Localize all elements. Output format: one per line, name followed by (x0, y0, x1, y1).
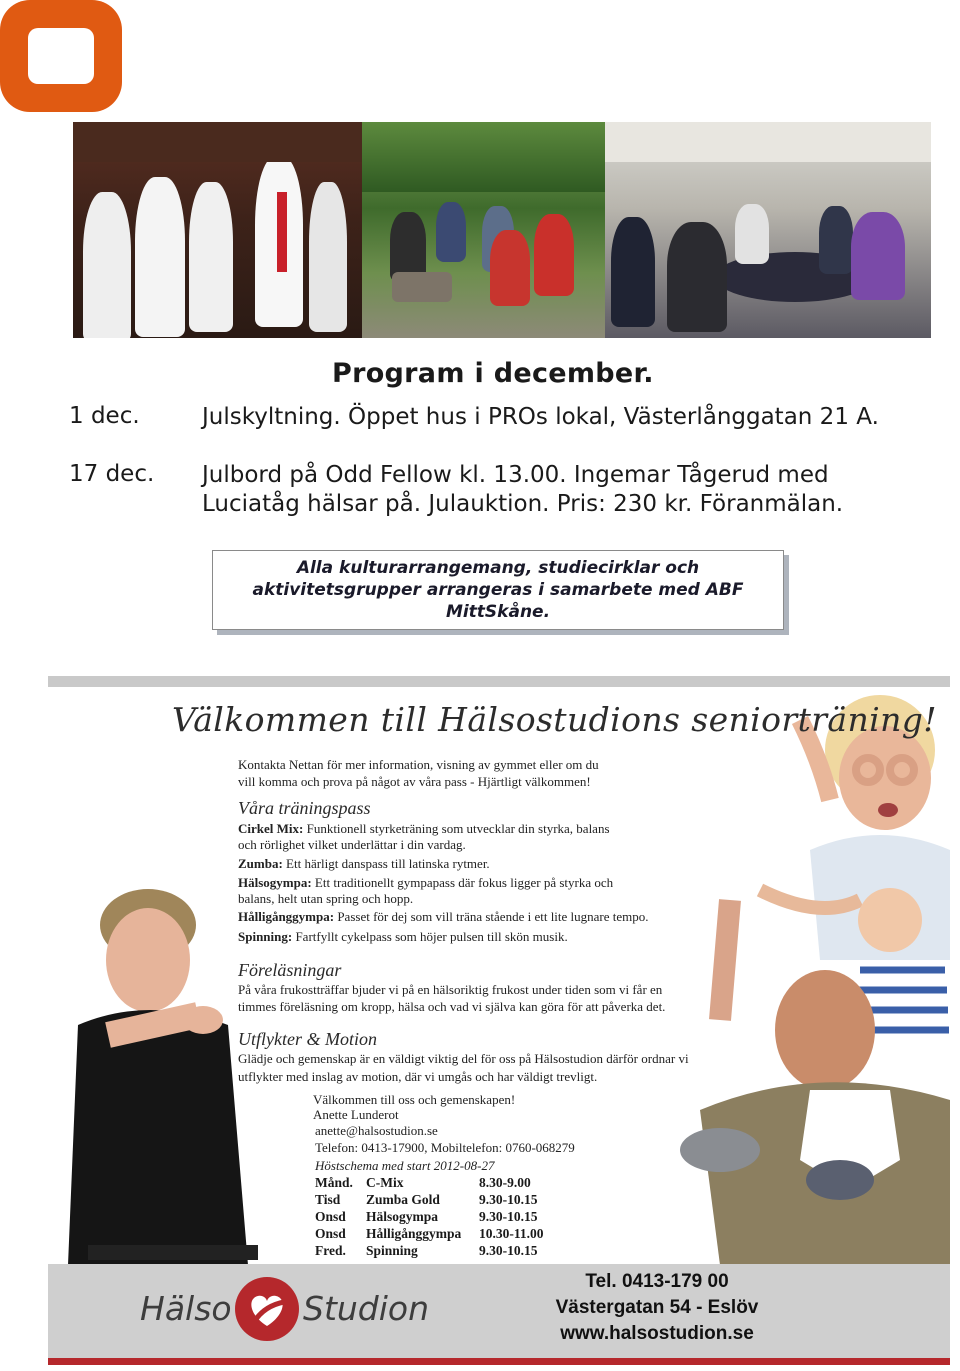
session-name: Hälsogympa: (238, 875, 312, 890)
schedule-class: Hålligånggympa (366, 1225, 462, 1241)
brand-text-studion: Studion (303, 1289, 430, 1328)
ad-top-bar (48, 676, 950, 687)
logo-inner-shape (28, 28, 94, 84)
abf-notice-line: MittSkåne. (445, 602, 551, 622)
table-row (315, 1208, 544, 1225)
schedule-day: Månd. (315, 1174, 353, 1190)
contact-name: Anette Lunderot (313, 1107, 399, 1122)
session-name: Hålligånggympa: (238, 909, 335, 924)
session-desc: Ett härligt danspass till latinska rytmer. (282, 856, 490, 871)
footer-contact (540, 1269, 774, 1347)
session-desc: Funktionell styrketräning som utvecklar din styrka, balans (303, 821, 610, 836)
schedule-heading: Höstschema med start 2012-08-27 (315, 1158, 495, 1173)
table-row (315, 1225, 544, 1242)
photo-outdoor-gathering (362, 122, 605, 338)
schedule-day: Fred. (315, 1242, 346, 1258)
schedule-class: Spinning (366, 1242, 418, 1258)
schedule-class: Hälsogympa (366, 1208, 439, 1224)
footer-tel: Tel. 0413-179 00 (585, 1271, 729, 1292)
table-row (315, 1242, 544, 1259)
heart-logo-icon (234, 1276, 300, 1342)
photo-cafe-meeting (605, 122, 931, 338)
session-name: Spinning: (238, 929, 293, 944)
session-zumba (238, 855, 490, 872)
outings-heading: Utflykter & Motion (238, 1029, 377, 1049)
schedule-day: Onsd (315, 1208, 346, 1224)
session-spinning (238, 928, 568, 945)
outings-line: utflykter med inslag av motion, där vi umgås och har väldigt trevligt. (238, 1069, 598, 1084)
event-date-1: 1 dec. (69, 403, 140, 429)
session-halsogympa-cont: balans, helt utan spring och hopp. (238, 891, 414, 906)
abf-notice-line: Alla kulturarrangemang, studiecirklar och (296, 558, 700, 578)
logo-icon (0, 0, 122, 112)
schedule-class: C-Mix (366, 1174, 404, 1190)
abf-notice-box (212, 550, 784, 630)
sessions-heading: Våra träningspass (238, 798, 371, 818)
event-text-1: Julskyltning. Öppet hus i PROs lokal, Västerlånggatan 21 A. (202, 404, 879, 430)
event-text-2-line-2: Luciatåg hälsar på. Julauktion. Pris: 230 kr. Föranmälan. (202, 491, 844, 517)
footer-red-line (48, 1358, 950, 1365)
father-and-child-photo (660, 860, 950, 1265)
footer-website-link[interactable]: www.halsostudion.se (560, 1323, 754, 1344)
photo-lucia-procession (73, 122, 362, 338)
lectures-line: timmes föreläsning om kropp, hälsa och vad vi själva kan göra för att påverka det. (238, 999, 666, 1014)
schedule-time: 9.30-10.15 (479, 1191, 538, 1207)
schedule-table (315, 1174, 544, 1259)
session-desc: Fartfyllt cykelpass som höjer pulsen till skön musik. (292, 929, 568, 944)
session-desc: Passet för dej som vill träna stående i ett lite lugnare tempo. (334, 909, 649, 924)
schedule-day: Tisd (315, 1191, 341, 1207)
contact-phone: Telefon: 0413-17900, Mobiltelefon: 0760-068279 (315, 1140, 575, 1155)
event-date-2: 17 dec. (69, 461, 155, 487)
session-name: Zumba: (238, 856, 283, 871)
ad-intro-line: Kontakta Nettan för mer information, visning av gymmet eller om du (238, 757, 599, 772)
ad-intro-line: vill komma och prova på något av våra pass - Hjärtligt välkommen! (238, 774, 591, 789)
brand-text-halso: Hälso (140, 1289, 232, 1328)
schedule-time: 9.30-10.15 (479, 1208, 538, 1224)
outings-line: Glädje och gemenskap är en väldigt viktig del för oss på Hälsostudion därför ordnar vi (238, 1051, 689, 1066)
table-row (315, 1191, 544, 1208)
contact-email-link[interactable]: anette@halsostudion.se (315, 1123, 438, 1138)
schedule-time: 8.30-9.00 (479, 1174, 531, 1190)
program-title: Program i december. (332, 358, 654, 389)
session-halliganggympa (238, 908, 649, 925)
session-name: Cirkel Mix: (238, 821, 304, 836)
ad-title: Välkommen till Hälsostudions seniorträning! (172, 700, 937, 739)
welcome-text: Välkommen till oss och gemenskapen! (313, 1092, 516, 1107)
lectures-line: På våra frukostträffar bjuder vi på en hälsoriktig frukost under tiden som vi får en (238, 982, 663, 997)
schedule-time: 10.30-11.00 (479, 1225, 544, 1241)
session-halsogympa (238, 874, 613, 891)
footer-address: Västergatan 54 - Eslöv (555, 1297, 759, 1318)
schedule-class: Zumba Gold (366, 1191, 440, 1207)
abf-notice-line: aktivitetsgrupper arrangeras i samarbete med ABF (252, 580, 744, 600)
session-desc: Ett traditionellt gympapass där fokus ligger på styrka och (311, 875, 614, 890)
lectures-heading: Föreläsningar (238, 960, 342, 980)
table-row (315, 1174, 544, 1191)
event-text-2-line-1: Julbord på Odd Fellow kl. 13.00. Ingemar Tågerud med (202, 462, 829, 488)
schedule-day: Onsd (315, 1225, 346, 1241)
session-cirkel-mix (238, 820, 610, 837)
schedule-time: 9.30-10.15 (479, 1242, 538, 1258)
session-cirkel-mix-cont: och rörlighet vilket underlättar i din vardag. (238, 837, 466, 852)
